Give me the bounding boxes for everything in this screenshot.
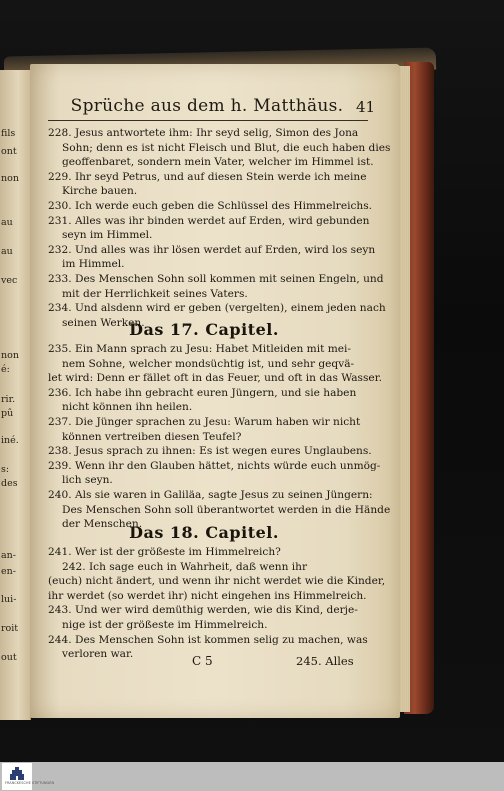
verse-number: 233. [48,272,72,285]
left-fragment: vec [1,275,18,286]
verse-line: 231. Alles was ihr binden werdet auf Erden, wird gebunden [48,214,370,227]
viewer-bottom-bar [0,762,504,791]
left-fragment: au [1,217,13,228]
left-fragment: lui- [1,594,17,605]
verse-number: 234. [48,302,72,315]
verse-number: 231. [48,214,72,227]
verse-line: 232. Und alles was ihr lösen werdet auf Erden, wird los seyn [48,243,376,256]
left-page [0,70,31,720]
verse-line: 229. Ihr seyd Petrus, und auf diesen Stein werde ich meine [48,170,367,183]
verse-number: 238. [48,445,72,458]
page-number: 41 [356,98,376,116]
verse-line: (euch) nicht ändert, und wenn ihr nicht werdet wie die Kinder, [48,575,386,588]
chapter-heading-17: Das 17. Capitel. [129,320,279,339]
verse-line: Kirche bauen. [62,185,138,198]
left-fragment: non [1,350,19,361]
header-rule [48,120,368,121]
verse-line: 235. Ein Mann sprach zu Jesu: Habet Mitleiden mit mei- [48,343,352,355]
verse-number: 236. [48,386,72,399]
verse-line: der Menschen. [62,518,143,531]
verse-line: let wird: Denn er fället oft in das Feuer, und oft in das Wasser. [48,372,382,385]
verse-number: 240. [48,488,72,501]
verse-line: seyn im Himmel. [62,229,153,242]
verse-number: 230. [48,199,72,212]
verse-number: 239. [48,459,72,472]
left-fragment: ont [1,146,17,157]
running-head: Sprüche aus dem h. Matthäus. [70,96,344,116]
left-fragment: en- [1,566,16,577]
franckesche-logo-icon [10,767,24,780]
verse-line: 242. Ich sage euch in Wahrheit, daß wenn ihr [62,560,308,573]
verse-number: 241. [48,546,72,558]
catchword: 245. Alles [296,654,354,668]
left-fragment: roit [1,623,19,634]
verse-line: nige ist der größeste im Himmelreich. [62,618,268,631]
verse-line: 234. Und alsdenn wird er geben (vergelten), einem jeden nach [48,302,386,315]
left-fragment: s: [1,464,10,475]
chapter-heading-18: Das 18. Capitel. [129,523,279,542]
verse-block-b [48,342,391,532]
verse-line: 238. Jesus sprach zu ihnen: Es ist wegen eures Unglaubens. [48,445,372,458]
verse-line: 237. Die Jünger sprachen zu Jesu: Warum haben wir nicht [48,415,361,428]
left-fragment: non [1,173,19,184]
verse-line: 240. Als sie waren in Galiläa, sagte Jesus zu seinen Jüngern: [48,488,373,501]
verse-line: 243. Und wer wird demüthig werden, wie dis Kind, derje- [48,604,358,617]
verse-number: 237. [48,415,72,428]
verse-number: 244. [48,633,72,646]
verse-line: Des Menschen Sohn soll überantwortet werden in die Hände [62,503,391,516]
left-fragment: é: [1,364,10,375]
verse-number: 229. [48,170,72,183]
left-fragment: iné. [1,435,19,446]
verse-line: 236. Ich habe ihn gebracht euren Jüngern, und sie haben [48,386,357,399]
verse-line: 244. Des Menschen Sohn ist kommen selig zu machen, was [48,633,368,646]
verse-number: 228. [48,127,72,139]
verse-number: 232. [48,243,72,256]
verse-number: 243. [48,604,72,617]
verse-block-a [48,126,391,330]
left-fragment: rir. [1,394,16,405]
verse-block-c [48,545,386,662]
verse-line: 233. Des Menschen Sohn soll kommen mit seinen Engeln, und [48,272,384,285]
verse-line: verloren war. [62,648,134,661]
left-fragment: out [1,652,17,663]
left-fragment: an- [1,550,16,561]
verse-number: 235. [48,343,72,355]
verse-line: lich seyn. [62,474,113,487]
verse-line: geoffenbaret, sondern mein Vater, welcher im Himmel ist. [62,156,374,169]
verse-line: Sohn; denn es ist nicht Fleisch und Blut, die euch haben dies [62,141,391,154]
verse-line: im Himmel. [62,258,125,271]
verse-line: seinen Werken. [62,316,145,329]
left-fragment: des [1,478,18,489]
left-fragment: au [1,246,13,257]
verse-line: nem Sohne, welcher mondsüchtig ist, und sehr geqvä- [62,357,355,370]
verse-line: ihr werdet (so werdet ihr) nicht eingehen ins Himmelreich. [48,589,367,602]
verse-line: 228. Jesus antwortete ihm: Ihr seyd selig, Simon des Jona [48,127,359,139]
verse-line: 230. Ich werde euch geben die Schlüssel des Himmelreichs. [48,199,373,212]
signature-mark: C 5 [192,654,213,668]
verse-line: können vertreiben diesen Teufel? [62,430,242,443]
left-fragment: fils [1,128,16,139]
verse-line: 241. Wer ist der größeste im Himmelreich? [48,546,281,558]
verse-line: mit der Herrlichkeit seines Vaters. [62,287,248,300]
left-fragment: pû [1,408,14,419]
verse-line: 239. Wenn ihr den Glauben hättet, nichts würde euch unmög- [48,459,381,472]
verse-line: nicht können ihn heilen. [62,401,193,414]
verse-number: 242. [62,560,86,573]
logo-caption: FRANCKESCHE STIFTUNGEN [5,781,55,785]
